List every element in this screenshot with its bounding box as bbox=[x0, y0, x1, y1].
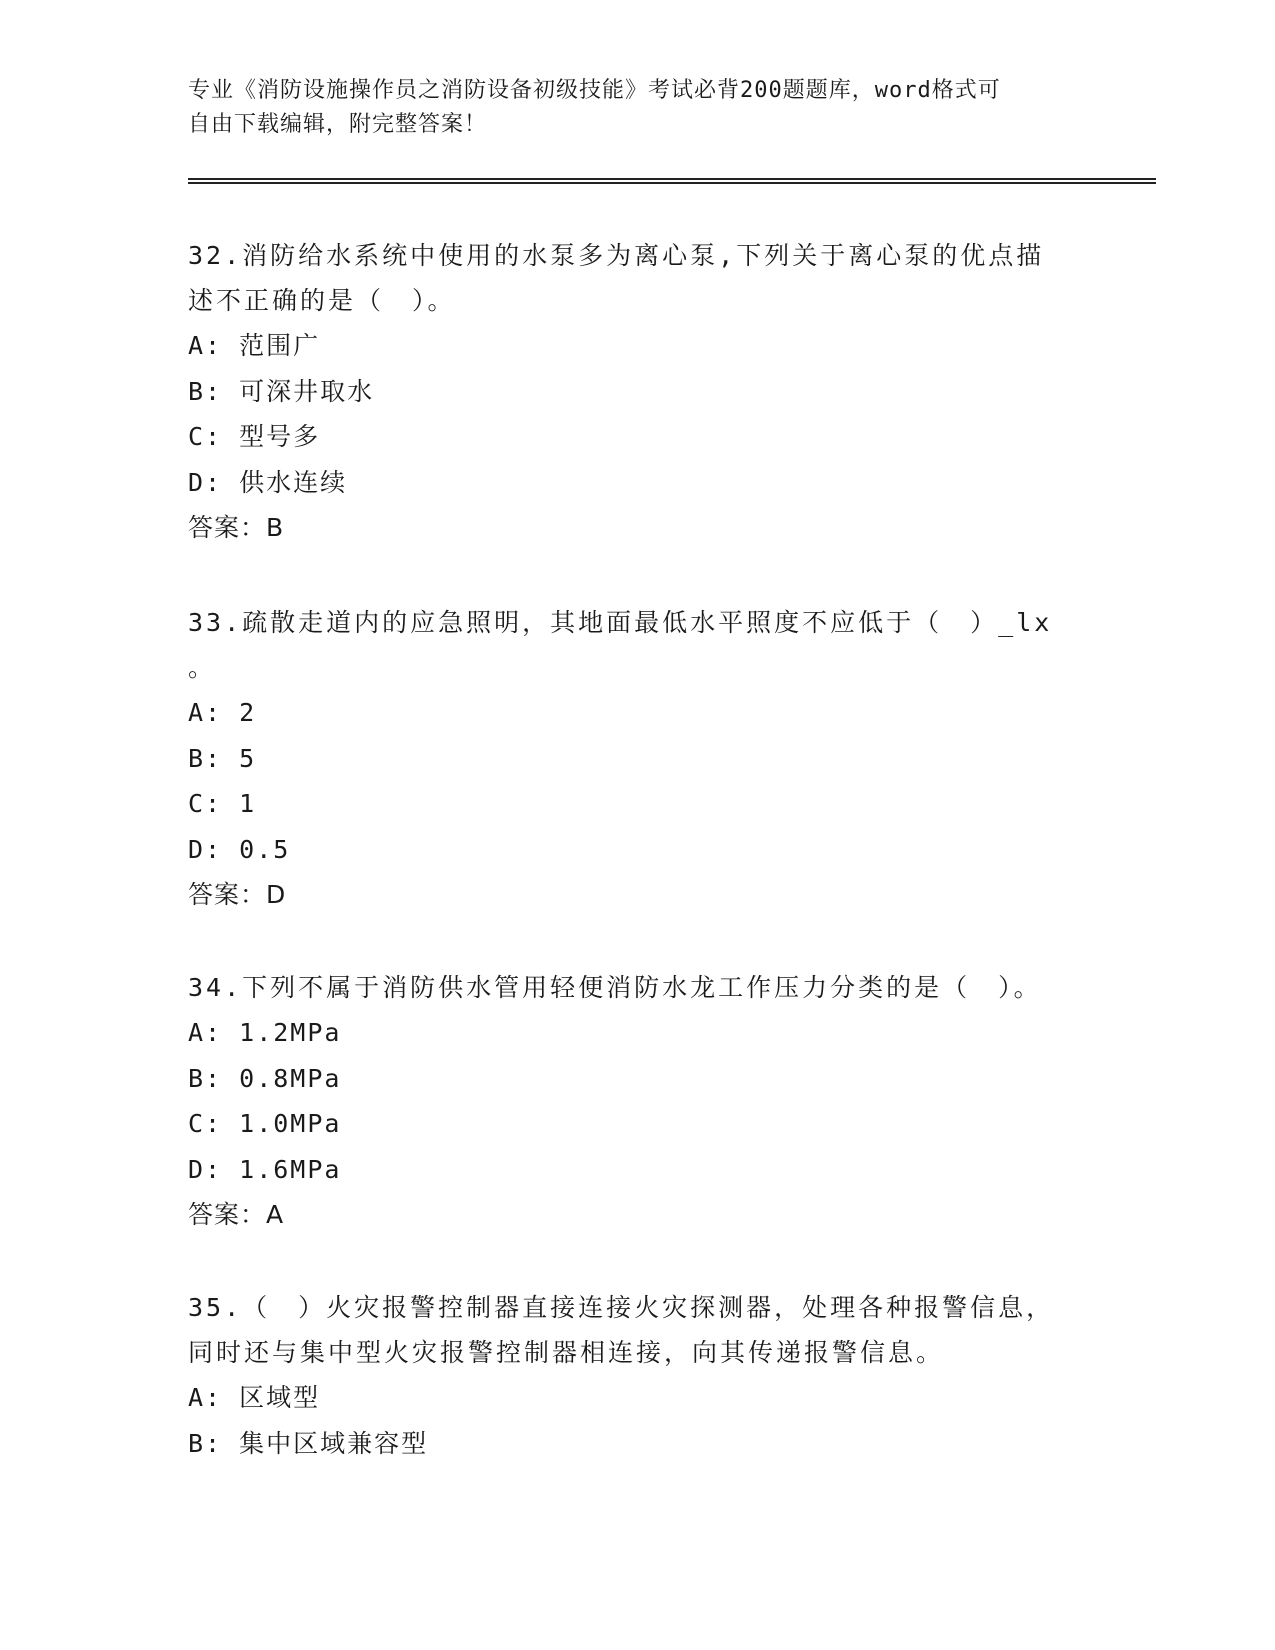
option-b: B: 0.8MPa bbox=[188, 1063, 342, 1093]
option-a: A: 范围广 bbox=[188, 331, 321, 360]
question-stem-line: 述不正确的是（ ）。 bbox=[188, 286, 456, 315]
question-33 bbox=[188, 600, 1088, 917]
option-a: A: 2 bbox=[188, 698, 257, 727]
option-c: C: 1.0MPa bbox=[188, 1109, 342, 1138]
question-stem-line: 33.疏散走道内的应急照明，其地面最低水平照度不应低于（ ）_lx bbox=[188, 608, 1053, 637]
question-34 bbox=[188, 965, 1088, 1237]
question-stem-line: 。 bbox=[188, 653, 217, 682]
option-c: C: 1 bbox=[188, 789, 257, 818]
question-stem-line: 35.（ ）火灾报警控制器直接连接火灾探测器，处理各种报警信息， bbox=[188, 1293, 1055, 1322]
option-c: C: 型号多 bbox=[188, 422, 321, 451]
option-b: B: 集中区域兼容型 bbox=[188, 1428, 429, 1458]
answer: 答案：A bbox=[188, 1200, 285, 1229]
question-35 bbox=[188, 1285, 1088, 1466]
option-d: D: 0.5 bbox=[188, 834, 291, 864]
answer: 答案：D bbox=[188, 880, 287, 909]
question-32 bbox=[188, 233, 1088, 550]
header-line-2: 自由下载编辑，附完整答案！ bbox=[188, 112, 488, 137]
question-stem-line: 34.下列不属于消防供水管用轻便消防水龙工作压力分类的是（ ）。 bbox=[188, 973, 1042, 1002]
question-stem-line: 32.消防给水系统中使用的水泵多为离心泵,下列关于离心泵的优点描 bbox=[188, 241, 1045, 270]
answer: 答案：B bbox=[188, 513, 285, 542]
header-line-1: 专业《消防设施操作员之消防设备初级技能》考试必背200题题库，word格式可 bbox=[188, 78, 1001, 103]
question-stem-line: 同时还与集中型火灾报警控制器相连接，向其传递报警信息。 bbox=[188, 1338, 945, 1367]
option-d: D: 供水连续 bbox=[188, 467, 348, 497]
option-d: D: 1.6MPa bbox=[188, 1154, 342, 1184]
document-header bbox=[188, 74, 1068, 142]
option-b: B: 5 bbox=[188, 743, 257, 773]
option-a: A: 区域型 bbox=[188, 1383, 321, 1412]
header-divider bbox=[188, 178, 1156, 184]
option-a: A: 1.2MPa bbox=[188, 1018, 342, 1047]
option-b: B: 可深井取水 bbox=[188, 376, 375, 406]
